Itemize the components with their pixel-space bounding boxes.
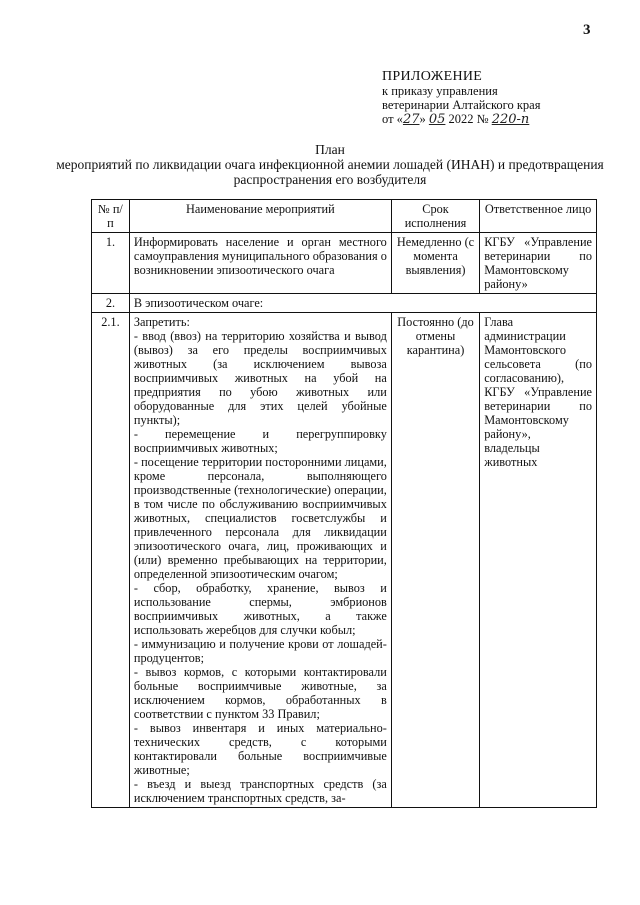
date-prefix: от « [382, 112, 403, 126]
plan-title: План [315, 142, 345, 157]
row-responsible: КГБУ «Управление ветеринарии по Мамонтовскому району» [480, 233, 597, 294]
date-day: 27 [402, 112, 420, 127]
responsible-item: КГБУ «Управление ветеринарии по Мамонтовскому району», [484, 385, 592, 441]
header-responsible: Ответственное лицо [480, 200, 597, 233]
header-no: № п/п [92, 200, 130, 233]
measure-item: - сбор, обработку, хранение, вывоз и использование спермы, эмбрионов восприимчивых животных, а также использовать жеребцов для случки кобыл; [133, 581, 387, 637]
measure-item: - вывоз инвентаря и иных материально-технических средств, с которыми контактировали больные восприимчивые животные; [133, 721, 387, 777]
date-mid: » [419, 112, 426, 126]
appendix-date-line [382, 112, 612, 127]
appendix-title: ПРИЛОЖЕНИЕ [382, 69, 483, 84]
responsible-item: владельцы животных [484, 441, 540, 469]
plan-subtitle: мероприятий по ликвидации очага инфекционной анемии лошадей (ИНАН) и предотвращения распространения его возбудителя [56, 157, 604, 187]
measure-item: - посещение территории посторонними лицами, кроме персонала, выполняющего производственные (технологические) операции, в том числе по обслуживанию восприимчивых животных, специалистов госветслужбы и привлеченного персонала для ликвидации эпизоотического очага, лиц, проживающих и (или) временно пребывающих на территории, определенной эпизоотическим очагом; [133, 455, 387, 581]
row-responsible-list [480, 313, 597, 808]
measure-item: - вывоз кормов, с которыми контактировали больные восприимчивые животные, за исключением кормов, обработанных в соответствии с пунктом 33 Правил; [133, 665, 387, 721]
responsible-item: Глава администрации Мамонтовского сельсовета (по согласованию), [484, 315, 592, 385]
appendix-block [382, 70, 612, 127]
row-section-heading: В эпизоотическом очаге: [129, 294, 596, 313]
row-number: 2. [92, 294, 130, 313]
measures-table [91, 199, 597, 808]
date-month: 05 [428, 112, 446, 127]
measure-item: - иммунизацию и получение крови от лошадей-продуцентов; [133, 637, 387, 665]
order-number: 220-п [491, 112, 530, 127]
measure-item: - перемещение и перегруппировку восприимчивых животных; [133, 427, 387, 455]
appendix-line-1: к приказу управления [382, 84, 498, 98]
table-row [92, 313, 597, 808]
row-number: 2.1. [92, 313, 130, 808]
table-row [92, 294, 597, 313]
measure-item: - ввод (ввоз) на территорию хозяйства и вывод (вывоз) за его пределы восприимчивых животных (за исключением вывоза восприимчивых животных на убой на предприятия по убою животных или оборудованные для этих целей убойные пункты); [133, 329, 387, 427]
row-number: 1. [92, 233, 130, 294]
appendix-line-2: ветеринарии Алтайского края [382, 98, 541, 112]
header-name: Наименование мероприятий [129, 200, 391, 233]
page-number: 3 [583, 22, 591, 38]
row-measure-list [129, 313, 391, 808]
table-header-row [92, 200, 597, 233]
row-term: Постоянно (до отмены карантина) [391, 313, 479, 808]
date-year: 2022 № [448, 112, 489, 126]
measure-item: Запретить: [133, 315, 190, 329]
row-measure: Информировать население и орган местного самоуправления муниципального образования о возникновении эпизоотического очага [129, 233, 391, 294]
measure-item: - въезд и выезд транспортных средств (за исключением транспортных средств, за- [133, 777, 387, 805]
row-term: Немедленно (с момента выявления) [391, 233, 479, 294]
table-row [92, 233, 597, 294]
header-term: Срок исполнения [391, 200, 479, 233]
plan-heading [40, 142, 620, 187]
